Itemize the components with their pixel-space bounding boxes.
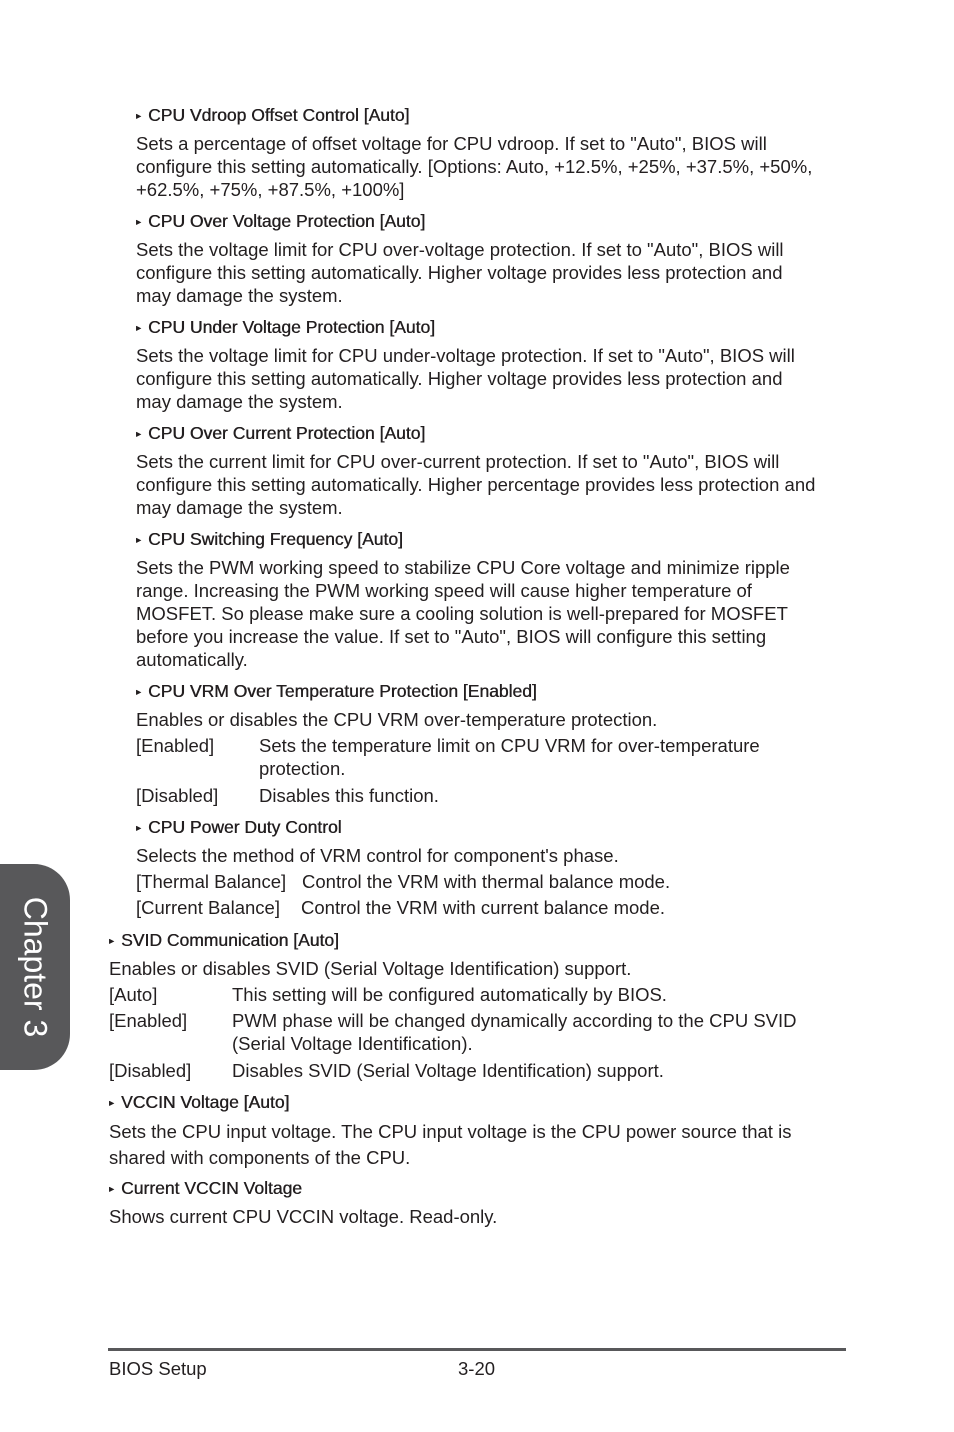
setting-description: Sets the PWM working speed to stabilize CPU Core voltage and minimize ripple range. Increasing the PWM working speed will cause higher temperature of MOSFET. So please make sure a cooling solution is well-prepared for MOSFET before you increase the value. If set to "Auto", BIOS will configure this setting automatically.	[136, 557, 790, 670]
chapter-side-tab	[0, 864, 70, 1070]
section-svid-communication	[109, 929, 849, 1082]
setting-title: ▸ Current VCCIN Voltage	[109, 1177, 849, 1201]
option-description: This setting will be configured automatically by BIOS.	[232, 984, 667, 1005]
triangle-bullet-icon: ▸	[109, 936, 115, 947]
option-row	[109, 1059, 849, 1082]
option-row	[136, 734, 851, 780]
page-number: 3-20	[458, 1358, 496, 1379]
option-row	[136, 870, 851, 893]
setting-title: ▸ CPU Switching Frequency [Auto]	[136, 528, 851, 552]
setting-description: Sets the CPU input voltage. The CPU input voltage is the CPU power source that is shared with components of the CPU.	[109, 1121, 792, 1168]
setting-description: Selects the method of VRM control for component's phase.	[136, 845, 619, 866]
footer-section-title: BIOS Setup	[109, 1358, 207, 1379]
triangle-bullet-icon: ▸	[136, 111, 142, 122]
option-description: PWM phase will be changed dynamically according to the CPU SVID (Serial Voltage Identification).	[232, 1010, 797, 1054]
footer-divider	[108, 1348, 846, 1351]
option-description: Control the VRM with thermal balance mode.	[302, 871, 671, 892]
triangle-bullet-icon: ▸	[136, 429, 142, 440]
setting-description: Sets the current limit for CPU over-current protection. If set to "Auto", BIOS will configure this setting automatically. Higher percentage provides less protection and may damage the system.	[136, 451, 816, 518]
section-cpu-over-current-protection	[136, 422, 851, 519]
section-current-vccin-voltage	[109, 1177, 849, 1228]
option-key: [Enabled]	[109, 1010, 188, 1031]
option-description: Control the VRM with current balance mode.	[301, 897, 666, 918]
option-description: Disables SVID (Serial Voltage Identification) support.	[232, 1060, 664, 1081]
section-cpu-switching-frequency	[136, 528, 851, 671]
setting-description: Sets the voltage limit for CPU over-voltage protection. If set to "Auto", BIOS will configure this setting automatically. Higher voltage provides less protection and may damage the system.	[136, 239, 784, 306]
section-cpu-under-voltage-protection	[136, 316, 851, 413]
setting-title: ▸ CPU Vdroop Offset Control [Auto]	[136, 104, 851, 128]
setting-description: Shows current CPU VCCIN voltage. Read-only.	[109, 1206, 498, 1227]
section-cpu-vdroop-offset-control	[136, 104, 851, 201]
option-row	[109, 1009, 849, 1055]
section-cpu-over-voltage-protection	[136, 210, 851, 307]
option-description: Disables this function.	[259, 785, 439, 806]
setting-title: ▸ SVID Communication [Auto]	[109, 929, 849, 953]
option-key: [Thermal Balance]	[136, 871, 287, 892]
chapter-label: Chapter 3	[17, 896, 54, 1038]
setting-title: ▸ CPU Over Current Protection [Auto]	[136, 422, 851, 446]
option-key: [Auto]	[109, 984, 158, 1005]
triangle-bullet-icon: ▸	[136, 323, 142, 334]
section-cpu-vrm-over-temperature-protection	[136, 680, 851, 807]
option-description: Sets the temperature limit on CPU VRM for over-temperature protection.	[259, 735, 760, 779]
triangle-bullet-icon: ▸	[136, 535, 142, 546]
option-key: [Current Balance]	[136, 897, 280, 918]
setting-title: ▸ CPU Power Duty Control	[136, 816, 851, 840]
section-vccin-voltage	[109, 1091, 849, 1171]
setting-description: Sets the voltage limit for CPU under-voltage protection. If set to "Auto", BIOS will configure this setting automatically. Higher voltage provides less protection and may damage the system.	[136, 345, 795, 412]
section-cpu-power-duty-control	[136, 816, 851, 919]
triangle-bullet-icon: ▸	[136, 687, 142, 698]
triangle-bullet-icon: ▸	[109, 1098, 115, 1109]
setting-description: Sets a percentage of offset voltage for CPU vdroop. If set to "Auto", BIOS will configure this setting automatically. [Options: Auto, +12.5%, +25%, +37.5%, +50%, +62.5%, +75%, +87.5%, +100%]	[136, 133, 813, 200]
setting-title: ▸ CPU Over Voltage Protection [Auto]	[136, 210, 851, 234]
option-key: [Enabled]	[136, 735, 215, 756]
option-row	[136, 784, 851, 807]
triangle-bullet-icon: ▸	[109, 1184, 115, 1195]
triangle-bullet-icon: ▸	[136, 823, 142, 834]
setting-title: ▸ CPU VRM Over Temperature Protection [Enabled]	[136, 680, 851, 704]
triangle-bullet-icon: ▸	[136, 217, 142, 228]
option-key: [Disabled]	[109, 1060, 192, 1081]
setting-title: ▸ VCCIN Voltage [Auto]	[109, 1091, 849, 1115]
setting-description: Enables or disables SVID (Serial Voltage Identification) support.	[109, 958, 632, 979]
setting-description: Enables or disables the CPU VRM over-temperature protection.	[136, 709, 658, 730]
option-row	[109, 983, 849, 1006]
setting-title: ▸ CPU Under Voltage Protection [Auto]	[136, 316, 851, 340]
option-row	[136, 896, 851, 919]
option-key: [Disabled]	[136, 785, 219, 806]
